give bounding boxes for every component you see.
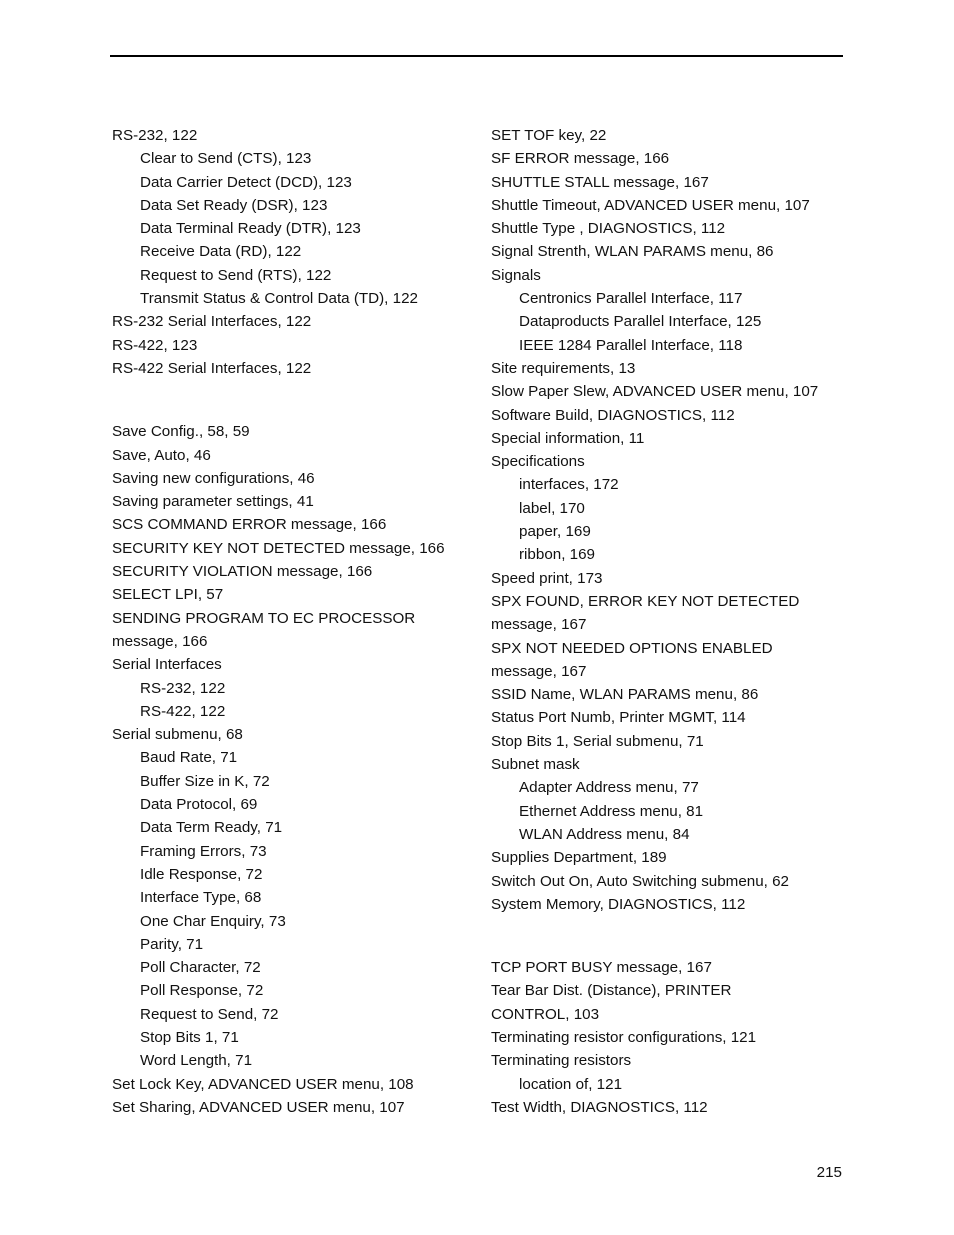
index-entry: SSID Name, WLAN PARAMS menu, 86 [491, 686, 759, 704]
index-entry: Supplies Department, 189 [491, 849, 667, 867]
index-entry: SELECT LPI, 57 [112, 586, 224, 604]
index-subentry: Data Terminal Ready (DTR), 123 [140, 220, 361, 238]
index-entry: RS-422 Serial Interfaces, 122 [112, 359, 312, 377]
index-entry: SECURITY KEY NOT DETECTED message, 166 [112, 539, 445, 557]
index-subentry: Stop Bits 1, 71 [140, 1028, 239, 1046]
index-subentry: Ethernet Address menu, 81 [519, 802, 704, 820]
index-entry: Special information, 11 [491, 429, 645, 447]
index-subentry: Receive Data (RD), 122 [140, 243, 302, 261]
index-entry: Signals [491, 266, 541, 284]
index-subentry: Transmit Status & Control Data (TD), 122 [140, 290, 418, 308]
index-entry: Terminating resistors [491, 1052, 632, 1070]
index-entry: Stop Bits 1, Serial submenu, 71 [491, 732, 704, 750]
index-entry: Signal Strenth, WLAN PARAMS menu, 86 [491, 243, 774, 261]
index-entry: SF ERROR message, 166 [491, 150, 670, 168]
index-entry: Status Port Numb, Printer MGMT, 114 [491, 709, 746, 727]
index-subentry: Request to Send, 72 [140, 1005, 279, 1023]
index-subentry: Baud Rate, 71 [140, 749, 238, 767]
index-entry: SET TOF key, 22 [491, 127, 607, 144]
index-entry: Shuttle Type , DIAGNOSTICS, 112 [491, 220, 726, 238]
index-entry: RS-232, 122 [112, 127, 198, 144]
index-column-right [491, 124, 861, 1119]
index-subentry: Interface Type, 68 [140, 889, 262, 907]
index-entry: SPX FOUND, ERROR KEY NOT DETECTED [491, 592, 800, 610]
index-entry: Shuttle Timeout, ADVANCED USER menu, 107 [491, 196, 810, 214]
index-entry: Speed print, 173 [491, 569, 603, 587]
index-subentry: Framing Errors, 73 [140, 842, 267, 860]
index-entry: RS-422, 123 [112, 336, 198, 354]
index-subentry: paper, 169 [519, 523, 591, 541]
index-subentry: Centronics Parallel Interface, 117 [519, 290, 743, 308]
index-column-left [112, 124, 482, 1119]
index-subentry: Request to Send (RTS), 122 [140, 266, 332, 284]
index-subentry: Dataproducts Parallel Interface, 125 [519, 313, 762, 331]
header-rule [110, 55, 843, 57]
index-entry: Saving parameter settings, 41 [112, 493, 314, 511]
page-number: 215 [816, 1164, 842, 1181]
index-subentry: RS-232, 122 [140, 679, 226, 697]
index-entry: SENDING PROGRAM TO EC PROCESSOR [112, 609, 416, 627]
index-subentry: Clear to Send (CTS), 123 [140, 150, 312, 168]
index-subentry: Word Length, 71 [140, 1052, 253, 1070]
index-subentry: Data Term Ready, 71 [140, 819, 283, 837]
index-entry: TCP PORT BUSY message, 167 [491, 959, 712, 977]
index-entry: Set Lock Key, ADVANCED USER menu, 108 [112, 1075, 414, 1093]
index-entry: Slow Paper Slew, ADVANCED USER menu, 107 [491, 383, 819, 401]
index-entry: SPX NOT NEEDED OPTIONS ENABLED [491, 639, 773, 657]
index-subentry: Poll Response, 72 [140, 982, 264, 1000]
index-entry: SECURITY VIOLATION message, 166 [112, 563, 373, 581]
index-subentry: IEEE 1284 Parallel Interface, 118 [519, 336, 743, 354]
section-gap [112, 380, 482, 420]
index-entry: CONTROL, 103 [491, 1005, 600, 1023]
index-entry: Serial submenu, 68 [112, 726, 243, 744]
index-entry: Terminating resistor configurations, 121 [491, 1028, 757, 1046]
index-entry: Specifications [491, 453, 585, 471]
index-entry: message, 167 [491, 662, 587, 680]
index-subentry: ribbon, 169 [519, 546, 595, 564]
index-entry: Site requirements, 13 [491, 359, 636, 377]
index-entry: Tear Bar Dist. (Distance), PRINTER [491, 982, 732, 1000]
index-subentry: Data Set Ready (DSR), 123 [140, 196, 328, 214]
index-entry: Saving new configurations, 46 [112, 469, 315, 487]
index-entry: Serial Interfaces [112, 656, 222, 674]
index-subentry: location of, 121 [519, 1075, 623, 1093]
index-entry: RS-232 Serial Interfaces, 122 [112, 313, 312, 331]
index-entry: Switch Out On, Auto Switching submenu, 62 [491, 872, 790, 890]
index-subentry: One Char Enquiry, 73 [140, 912, 286, 930]
section-gap [491, 916, 861, 956]
index-entry: SCS COMMAND ERROR message, 166 [112, 516, 387, 534]
index-entry: System Memory, DIAGNOSTICS, 112 [491, 895, 746, 913]
index-entry: Save, Auto, 46 [112, 446, 211, 464]
index-subentry: RS-422, 122 [140, 702, 226, 720]
index-entry: message, 166 [112, 632, 208, 650]
index-entry: Test Width, DIAGNOSTICS, 112 [491, 1098, 708, 1116]
index-subentry: Adapter Address menu, 77 [519, 779, 699, 797]
index-subentry: Poll Character, 72 [140, 959, 261, 977]
index-entry: Set Sharing, ADVANCED USER menu, 107 [112, 1098, 405, 1116]
index-entry: SHUTTLE STALL message, 167 [491, 173, 709, 191]
index-entry: Subnet mask [491, 756, 580, 774]
index-entry: Software Build, DIAGNOSTICS, 112 [491, 406, 735, 424]
index-subentry: WLAN Address menu, 84 [519, 825, 690, 843]
index-subentry: Buffer Size in K, 72 [140, 772, 270, 790]
index-subentry: Data Protocol, 69 [140, 796, 258, 814]
index-subentry: interfaces, 172 [519, 476, 619, 494]
index-entry: Save Config., 58, 59 [112, 423, 250, 441]
index-subentry: Data Carrier Detect (DCD), 123 [140, 173, 352, 191]
index-subentry: label, 170 [519, 499, 585, 517]
index-entry: message, 167 [491, 616, 587, 634]
index-subentry: Idle Response, 72 [140, 865, 263, 883]
index-subentry: Parity, 71 [140, 935, 204, 953]
